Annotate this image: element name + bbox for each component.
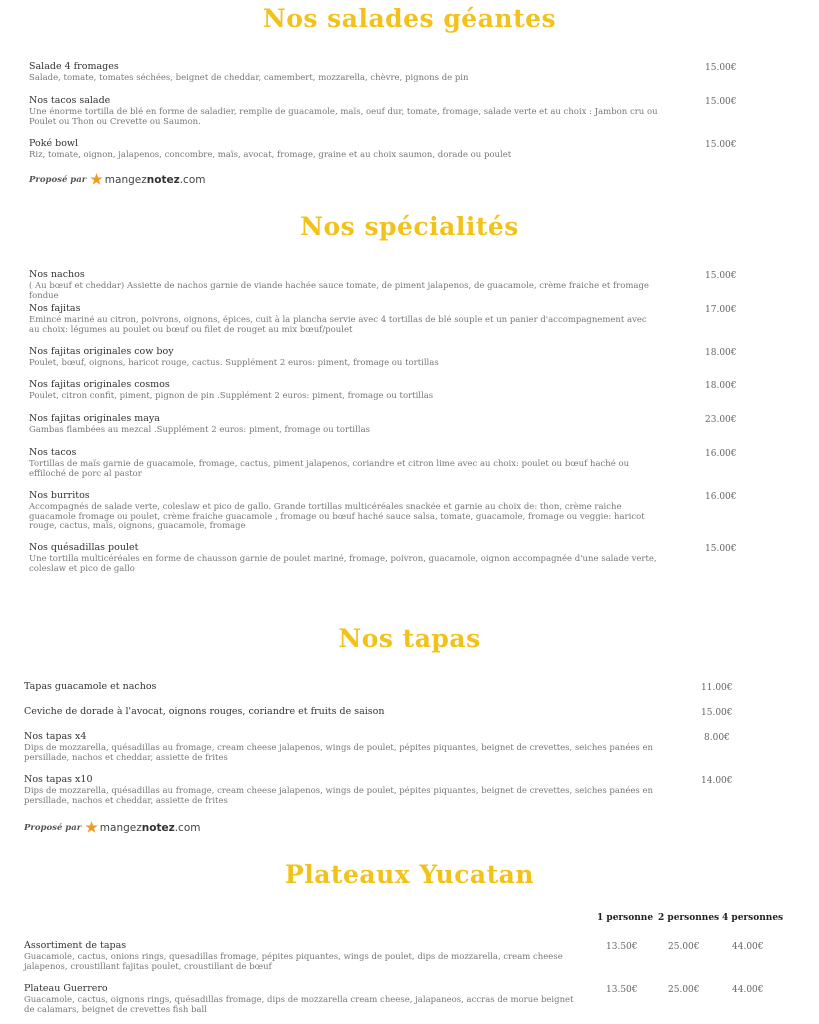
item-price: 14.00€ <box>701 776 733 786</box>
menu-item <box>24 774 654 806</box>
item-name: Tapas guacamole et nachos <box>24 681 157 692</box>
item-price: 16.00€ <box>705 449 737 459</box>
item-name: Nos nachos <box>29 269 85 280</box>
column-header-4-personnes: 4 personnes <box>722 913 784 923</box>
item-description: Poulet, citron confit, piment, pignon de pin .Supplément 2 euros: piment, fromage ou tortillas <box>29 391 434 401</box>
mangeznotez-logo: mangeznotez.com <box>99 822 201 834</box>
item-name: Nos fajitas <box>29 303 81 314</box>
item-description: Une tortilla multicéréales en forme de chausson garnie de poulet mariné, fromage, poivron, guacamole, oignon accompagnée d'une salade verte, coleslaw et pico de gallo <box>29 554 657 574</box>
propose-label: Proposé par <box>29 175 87 185</box>
item-description: Riz, tomate, oignon, jalapenos, concombre, maïs, avocat, fromage, graine et au choix saumon, dorade ou poulet <box>29 150 512 160</box>
item-description: Tortillas de maïs garnie de guacamole, fromage, cactus, piment jalapenos, coriandre et citron lime avec au choix: poulet ou bœuf haché ou effiloché de porc al pastor <box>29 459 630 479</box>
item-price-2-personnes: 25.00€ <box>668 985 700 995</box>
item-price: 15.00€ <box>705 544 737 554</box>
item-description: Une énorme tortilla de blé en forme de saladier, remplie de guacamole, maïs, oeuf dur, tomate, fromage, salade verte et au choix : Jambon cru ou Poulet ou Thon ou Crevette ou Saumon. <box>29 107 658 127</box>
menu-item <box>29 95 659 127</box>
propose-label: Proposé par <box>24 823 82 833</box>
item-price-4-personnes: 44.00€ <box>732 942 764 952</box>
item-price: 23.00€ <box>705 415 737 425</box>
menu-item <box>24 940 579 972</box>
item-price: 15.00€ <box>705 140 737 150</box>
item-name: Nos tapas x10 <box>24 774 93 785</box>
item-name: Nos tacos <box>29 447 77 458</box>
section-title-tapas: Nos tapas <box>338 624 481 653</box>
section-title-specialites: Nos spécialités <box>300 212 519 241</box>
item-price: 11.00€ <box>701 683 733 693</box>
item-price-1-personne: 13.50€ <box>606 985 638 995</box>
item-description: Poulet, bœuf, oignons, haricot rouge, cactus. Supplément 2 euros: piment, fromage ou tortillas <box>29 358 439 368</box>
menu-item <box>24 706 654 717</box>
item-name: Nos quésadillas poulet <box>29 542 139 553</box>
item-description: ( Au bœuf et cheddar) Assiette de nachos garnie de viande hachée sauce tomate, de piment jalapenos, de guacamole, crème fraiche et fromage fondue <box>29 281 649 301</box>
menu-item <box>29 269 659 301</box>
mangeznotez-logo: mangeznotez.com <box>104 174 206 186</box>
item-name: Nos burritos <box>29 490 90 501</box>
item-name: Nos fajitas originales cosmos <box>29 379 170 390</box>
item-price: 15.00€ <box>705 271 737 281</box>
item-price: 8.00€ <box>704 733 730 743</box>
menu-item <box>29 303 659 335</box>
item-description: Dips de mozzarella, quésadillas au fromage, cream cheese jalapenos, wings de poulet, pépites piquantes, beignet de crevettes, seiches panées en persillade, nachos et cheddar, assiette de frites <box>24 743 653 763</box>
item-price-2-personnes: 25.00€ <box>668 942 700 952</box>
item-name: Nos fajitas originales cow boy <box>29 346 174 357</box>
column-header-2-personnes: 2 personnes <box>658 913 720 923</box>
menu-item <box>29 413 659 436</box>
item-name: Plateau Guerrero <box>24 983 108 994</box>
section-title-plateaux: Plateaux Yucatan <box>284 860 535 889</box>
item-price: 15.00€ <box>705 63 737 73</box>
item-name: Salade 4 fromages <box>29 61 119 72</box>
menu-item <box>29 379 659 402</box>
item-price-1-personne: 13.50€ <box>606 942 638 952</box>
mangeznotez-star-icon: ★ <box>85 820 98 836</box>
menu-item <box>24 983 579 1015</box>
menu-item <box>29 346 659 369</box>
item-price-4-personnes: 44.00€ <box>732 985 764 995</box>
menu-item <box>29 542 659 574</box>
item-description: Guacamole, cactus, onions rings, quesadillas fromage, pépites piquantes, wings de poulet, dips de mozzarella, cream cheese jalapenos, croustillant fajitas poulet, croustillant de bœuf <box>24 952 563 972</box>
item-description: Guacamole, cactus, oignons rings, quésadillas fromage, dips de mozzarella cream cheese, jalapaneos, accras de morue beignet de calamars, beignet de crevettes fish ball <box>24 995 574 1015</box>
item-price: 18.00€ <box>705 348 737 358</box>
item-name: Ceviche de dorade à l'avocat, oignons rouges, coriandre et fruits de saison <box>24 706 385 717</box>
item-description: Gambas flambées au mezcal .Supplément 2 euros: piment, fromage ou tortillas <box>29 425 371 435</box>
section-title-salades: Nos salades géantes <box>262 4 557 33</box>
menu-item <box>29 138 659 161</box>
item-description: Emincé mariné au citron, poivrons, oignons, épices, cuit à la plancha servie avec 4 tortillas de blé souple et un panier d'accompagnement avec au choix: légumes au poulet ou bœuf ou filet de rouget au mix bœuf/poulet <box>29 315 647 335</box>
propose-par-mangeznotez[interactable] <box>24 820 200 836</box>
item-price: 15.00€ <box>701 708 733 718</box>
item-price: 16.00€ <box>705 492 737 502</box>
item-name: Poké bowl <box>29 138 79 149</box>
item-description: Dips de mozzarella, quésadillas au fromage, cream cheese jalapenos, wings de poulet, pépites piquantes, beignet de crevettes, seiches panées en persillade, nachos et cheddar, assiette de frites <box>24 786 653 806</box>
item-description: Accompagnés de salade verte, coleslaw et pico de gallo. Grande tortillas multicéréales snackée et garnie au choix de: thon, crème raiche guacamole fromage ou poulet, crème fraiche guacamole , fromage ou bœuf haché sauce salsa, tomate, guacamole, fromage ou veggie: haricot rouge, cactus, maïs, oignons, guacamole, fromage <box>29 502 645 531</box>
item-price: 15.00€ <box>705 97 737 107</box>
menu-item <box>24 681 654 692</box>
item-price: 17.00€ <box>705 305 737 315</box>
menu-item <box>24 731 654 763</box>
item-name: Assortiment de tapas <box>24 940 127 951</box>
menu-item <box>29 447 659 479</box>
item-name: Nos fajitas originales maya <box>29 413 160 424</box>
item-description: Salade, tomate, tomates séchées, beignet de cheddar, camembert, mozzarella, chèvre, pignons de pin <box>29 73 469 83</box>
menu-item <box>29 61 659 84</box>
column-header-1-personne: 1 personne <box>597 913 654 923</box>
mangeznotez-star-icon: ★ <box>90 172 103 188</box>
item-price: 18.00€ <box>705 381 737 391</box>
menu-item <box>29 490 659 532</box>
item-name: Nos tacos salade <box>29 95 111 106</box>
propose-par-mangeznotez[interactable] <box>29 172 205 188</box>
item-name: Nos tapas x4 <box>24 731 87 742</box>
